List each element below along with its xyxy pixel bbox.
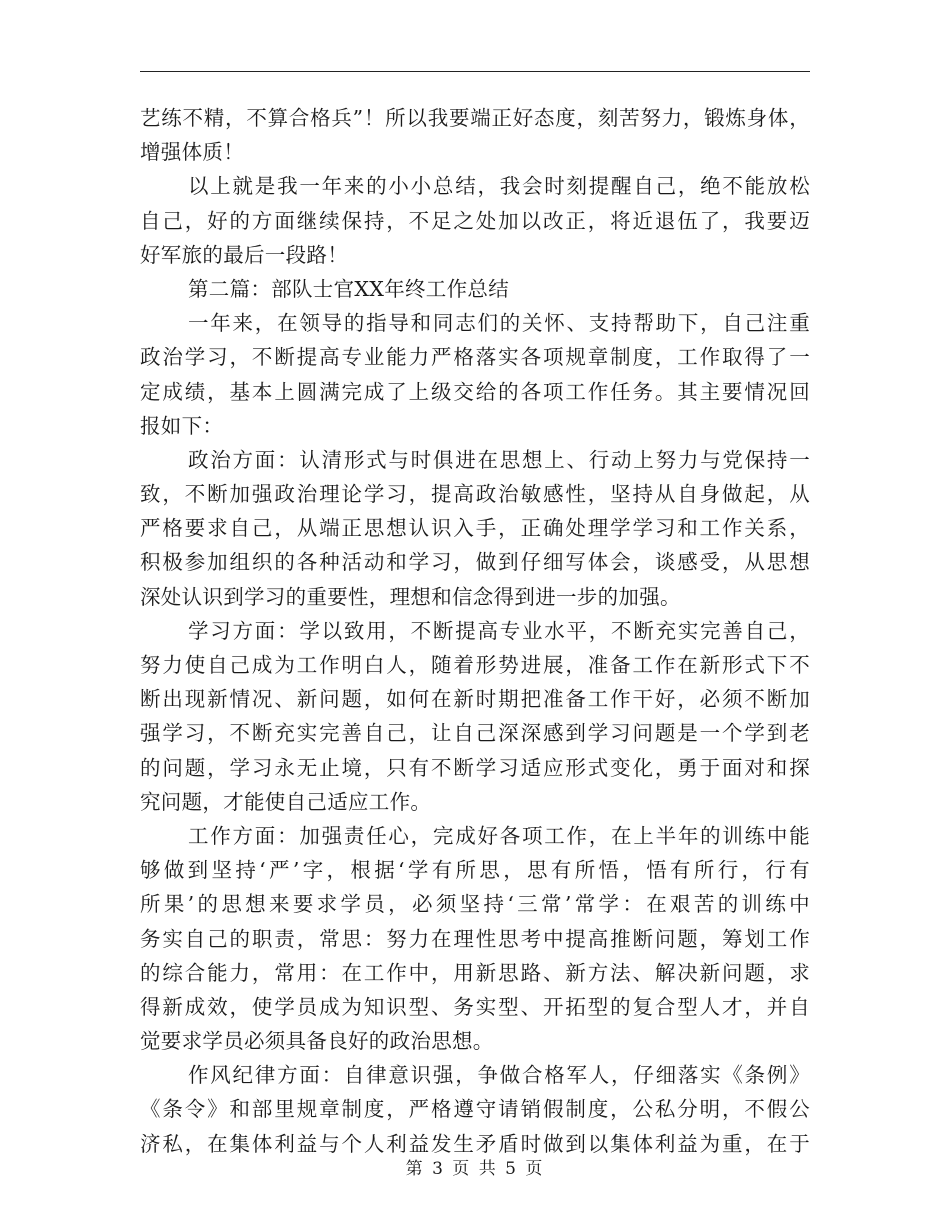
text-line: 第二篇：部队士官XX年终工作总结 [188, 276, 509, 301]
text-line: 增强体质！ [140, 140, 244, 165]
text-line: 觉要求学员必须具备良好的政治思想。 [140, 1029, 494, 1054]
text-line: 自己，好的方面继续保持，不足之处加以改正，将近退伍了，我要迈 [140, 208, 810, 233]
text-line: 《条令》和部里规章制度，严格遵守请销假制度，公私分明，不假公 [140, 1097, 810, 1122]
text-line: 够做到坚持‘严’字，根据‘学有所思，思有所悟，悟有所行，行有 [140, 858, 810, 883]
text-line: 致，不断加强政治理论学习，提高政治敏感性，坚持从自身做起，从 [140, 482, 810, 507]
text-line: 以上就是我一年来的小小总结，我会时刻提醒自己，绝不能放松 [188, 174, 810, 199]
text-line: 工作方面：加强责任心，完成好各项工作，在上半年的训练中能 [188, 823, 810, 848]
text-line: 深处认识到学习的重要性，理想和信念得到进一步的加强。 [140, 584, 681, 609]
text-line: 的综合能力，常用：在工作中，用新思路、新方法、解决新问题，求 [140, 960, 810, 985]
text-line: 好军旅的最后一段路！ [140, 242, 348, 267]
text-line: 严格要求自己，从端正思想认识入手，正确处理学学习和工作关系， [140, 516, 810, 541]
text-line: 作风纪律方面：自律意识强，争做合格军人，仔细落实《条例》 [188, 1063, 810, 1088]
text-line: 努力使自己成为工作明白人，随着形势进展，准备工作在新形式下不 [140, 653, 810, 677]
text-line: 报如下： [140, 413, 224, 438]
text-line: 学习方面：学以致用，不断提高专业水平，不断充实完善自己， [188, 618, 810, 643]
text-line: 断出现新情况、新问题，如何在新时期把准备工作干好，必须不断加 [140, 687, 810, 712]
page-number: 第 3 页 共 5 页 [405, 1159, 545, 1179]
text-line: 务实自己的职责，常思：努力在理性思考中提高推断问题，筹划工作 [140, 926, 810, 951]
text-line: 所果’的思想来要求学员，必须坚持‘三常’常学：在艰苦的训练中 [140, 892, 810, 917]
document-body [140, 101, 810, 1161]
text-line: 积极参加组织的各种活动和学习，做到仔细写体会，谈感受，从思想 [140, 550, 810, 575]
text-line: 政治方面：认清形式与时俱进在思想上、行动上努力与党保持一 [188, 447, 810, 472]
text-line: 济私，在集体利益与个人利益发生矛盾时做到以集体利益为重，在于 [140, 1131, 810, 1156]
text-line: 得新成效，使学员成为知识型、务实型、开拓型的复合型人才，并自 [140, 994, 810, 1019]
text-line: 艺练不精，不算合格兵”！所以我要端正好态度，刻苦努力，锻炼身体， [140, 106, 810, 130]
text-line: 强学习，不断充实完善自己，让自己深深感到学习问题是一个学到老 [140, 721, 810, 746]
text-line: 究问题，才能使自己适应工作。 [140, 789, 432, 814]
text-line: 政治学习，不断提高专业能力严格落实各项规章制度，工作取得了一 [140, 345, 810, 370]
text-line: 定成绩，基本上圆满完成了上级交给的各项工作任务。其主要情况回 [140, 379, 810, 404]
text-line: 一年来，在领导的指导和同志们的关怀、支持帮助下，自己注重 [188, 311, 810, 336]
text-line: 的问题，学习永无止境，只有不断学习适应形式变化，勇于面对和探 [140, 755, 810, 780]
header-rule [140, 71, 810, 72]
